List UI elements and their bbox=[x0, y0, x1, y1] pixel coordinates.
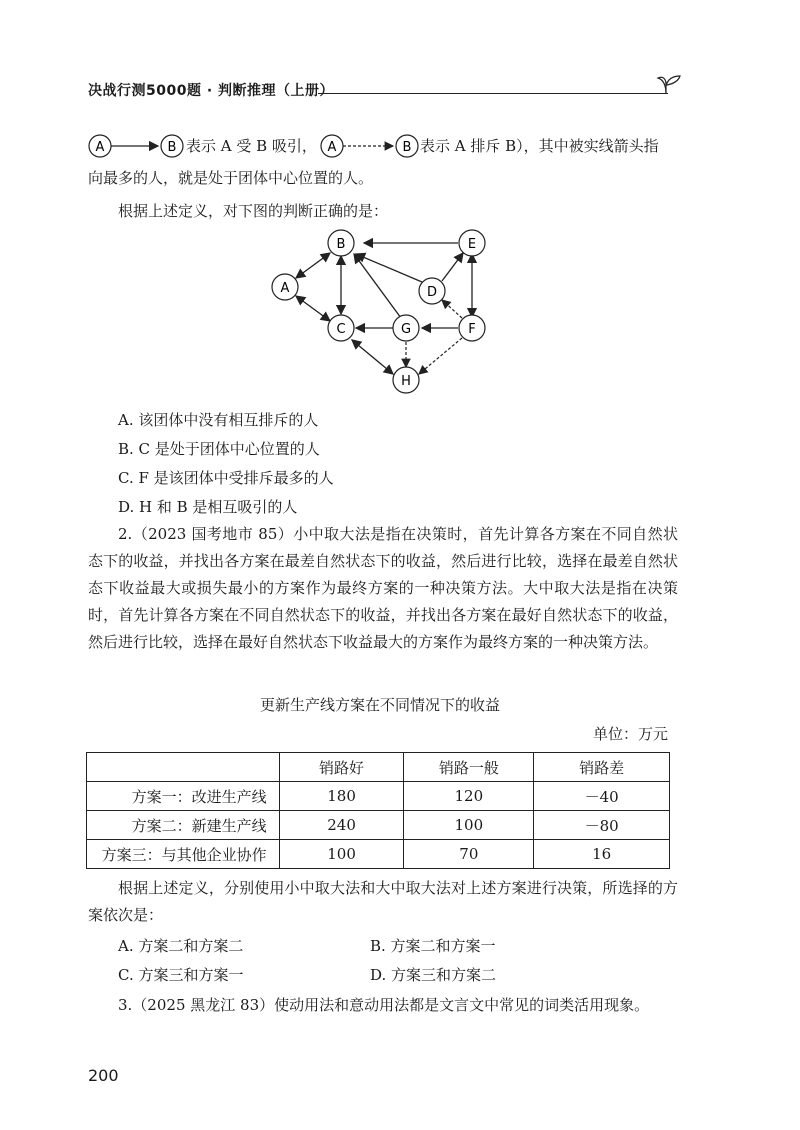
edge-c-h bbox=[352, 340, 393, 374]
table-header-cell: 销路好 bbox=[279, 753, 404, 782]
legend-dashed-label-a: A bbox=[327, 140, 337, 155]
node-f-label: F bbox=[468, 322, 476, 337]
table-header-row bbox=[87, 753, 670, 782]
q2-option-c[interactable]: C. 方案三和方案一 bbox=[118, 966, 244, 984]
legend-solid-label-a: A bbox=[95, 140, 105, 155]
node-a bbox=[272, 274, 298, 300]
q2-option-d[interactable]: D. 方案三和方案二 bbox=[370, 966, 497, 984]
node-d-label: D bbox=[426, 285, 438, 300]
node-f bbox=[459, 315, 485, 341]
table-cell: 120 bbox=[404, 782, 534, 811]
q2-option-a[interactable]: A. 方案二和方案二 bbox=[118, 937, 244, 955]
q2-option-b[interactable]: B. 方案二和方案一 bbox=[370, 937, 496, 955]
page-number: 200 bbox=[88, 1066, 119, 1085]
legend-dashed-text: 表示 A 排斥 B），其中被实线箭头指 bbox=[420, 137, 659, 155]
legend-dashed-label-b: B bbox=[402, 140, 412, 155]
q3-intro: 3.（2025 黑龙江 83）使动用法和意动用法都是文言文中常见的词类活用现象。 bbox=[118, 996, 650, 1014]
book-title: 决战行测5000题 · 判断推理（上册） bbox=[88, 83, 335, 99]
table-row bbox=[87, 811, 670, 840]
table-cell: 100 bbox=[279, 840, 404, 869]
node-c-label: C bbox=[336, 322, 346, 337]
q2-table bbox=[86, 752, 670, 869]
node-a-label: A bbox=[280, 281, 290, 296]
table-row bbox=[87, 840, 670, 869]
table-row-label: 方案三：与其他企业协作 bbox=[87, 840, 280, 869]
table-cell: －40 bbox=[534, 782, 670, 811]
q1-option-b[interactable]: B. C 是处于团体中心位置的人 bbox=[118, 440, 320, 458]
table-row-label: 方案二：新建生产线 bbox=[87, 811, 280, 840]
edge-d-b bbox=[356, 254, 422, 282]
node-g bbox=[393, 315, 419, 341]
q1-option-d[interactable]: D. H 和 B 是相互吸引的人 bbox=[118, 498, 298, 516]
q1-option-a[interactable]: A. 该团体中没有相互排斥的人 bbox=[118, 411, 319, 429]
q2-prompt: 根据上述定义，分别使用小中取大法和大中取大法对上述方案进行决策，所选择的方案依次是： bbox=[88, 879, 678, 924]
legend-solid-label-b: B bbox=[167, 140, 177, 155]
edge-d-e bbox=[442, 253, 463, 281]
table-row bbox=[87, 782, 670, 811]
edge-a-b bbox=[296, 253, 330, 278]
node-g-label: G bbox=[400, 322, 412, 337]
q2-intro: 2.（2023 国考地市 85）小中取大法是指在决策时，首先计算各方案在不同自然状态下的收益，并找出各方案在最差自然状态下的收益，然后进行比较，选择在最差自然状态下收益最大或损失最小的方案作为最终方案的一种决策方法。大中取大法是指在决策时，首先计算各方案在不同自然状态下的收益，并找出各方案在最好自然状态下的收益，然后进行比较，选择在最好自然状态下收益最大的方案作为最终方案的一种决策方法。 bbox=[88, 525, 678, 651]
edge-f-d bbox=[442, 300, 462, 318]
node-h bbox=[393, 367, 419, 393]
legend-solid-text: 表示 A 受 B 吸引， bbox=[186, 137, 317, 155]
node-e bbox=[459, 230, 485, 256]
table-header-cell: 销路一般 bbox=[404, 753, 534, 782]
table-cell: 16 bbox=[534, 840, 670, 869]
node-e-label: E bbox=[467, 237, 477, 252]
q2-table-title: 更新生产线方案在不同情况下的收益 bbox=[259, 696, 500, 714]
table-cell: 100 bbox=[404, 811, 534, 840]
node-d bbox=[419, 278, 445, 304]
node-b bbox=[328, 230, 354, 256]
table-cell: 180 bbox=[279, 782, 404, 811]
table-cell: 70 bbox=[404, 840, 534, 869]
relation-diagram bbox=[0, 0, 800, 420]
legend-line-2: 向最多的人，就是处于团体中心位置的人。 bbox=[88, 169, 374, 187]
table-cell: －80 bbox=[534, 811, 670, 840]
node-b-label: B bbox=[336, 237, 346, 252]
q1-option-c[interactable]: C. F 是该团体中受排斥最多的人 bbox=[118, 469, 334, 487]
table-header-cell: 销路差 bbox=[534, 753, 670, 782]
q1-prompt: 根据上述定义，对下图的判断正确的是： bbox=[118, 202, 389, 220]
table-row-label: 方案一：改进生产线 bbox=[87, 782, 280, 811]
q2-unit: 单位：万元 bbox=[592, 725, 668, 743]
table-cell: 240 bbox=[279, 811, 404, 840]
edge-f-h bbox=[419, 338, 462, 374]
node-h-label: H bbox=[401, 374, 411, 389]
edge-a-c bbox=[296, 296, 330, 321]
node-c bbox=[328, 315, 354, 341]
table-header-cell bbox=[87, 753, 280, 782]
